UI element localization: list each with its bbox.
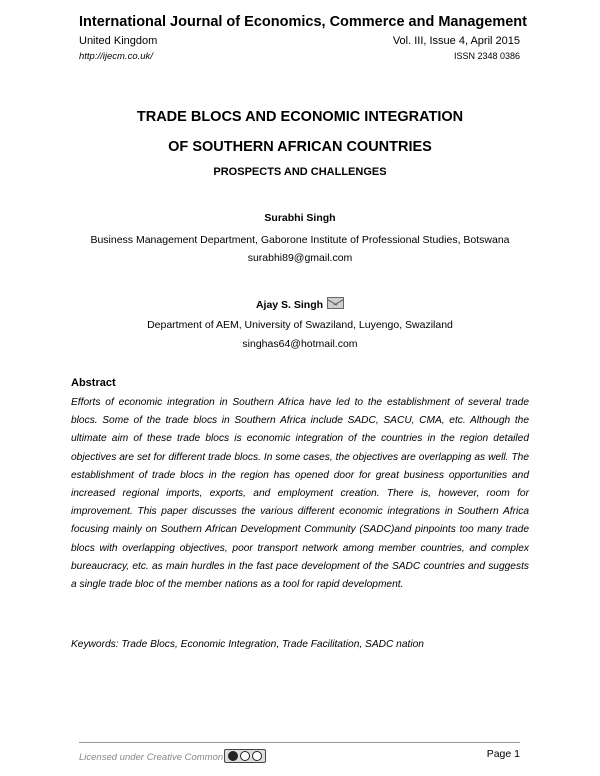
license-note bbox=[79, 749, 266, 763]
paper-title-line-1: TRADE BLOCS AND ECONOMIC INTEGRATION bbox=[136, 109, 464, 125]
keywords: Keywords: Trade Blocs, Economic Integration, Trade Facilitation, SADC nation bbox=[71, 639, 424, 650]
journal-title: International Journal of Economics, Commerce and Management bbox=[79, 14, 527, 30]
author-affiliation: Business Management Department, Gaborone Institute of Professional Studies, Botswana bbox=[90, 234, 510, 246]
journal-url[interactable]: http://ijecm.co.uk/ bbox=[79, 51, 153, 62]
journal-issn: ISSN 2348 0386 bbox=[453, 51, 520, 61]
author-name: Ajay S. Singh bbox=[255, 299, 324, 311]
abstract-heading: Abstract bbox=[71, 377, 116, 389]
author-name: Surabhi Singh bbox=[264, 212, 336, 224]
author-email[interactable]: surabhi89@gmail.com bbox=[247, 252, 353, 264]
author-email[interactable]: singhas64@hotmail.com bbox=[242, 338, 358, 350]
author-affiliation: Department of AEM, University of Swaziland, Luyengo, Swaziland bbox=[147, 319, 453, 331]
license-text: Licensed under Creative Common bbox=[79, 752, 224, 763]
mail-icon[interactable] bbox=[327, 297, 344, 309]
author-block bbox=[0, 297, 600, 311]
abstract-text: Efforts of economic integration in Southern Africa have led to the establishment of several trade blocs. Some of the trade blocs in Southern Africa include SADC, SACU, CMA, etc. Although the ultimate aim of these trade blocs is economic integration of the countries in the region detailed objectives are set for different trade blocs. In some cases, the objectives are overlapping as well. The establishment of trade blocs in the region has opened door for great business opportunities and increased regional imports, exports, and employment creation. There is, however, room for improvement. This paper discusses the various different economic integrations in Southern Africa focusing mainly on Southern African Development Community (SADC)and pinpoints too many trade blocs with overlapping objectives, poor transport network among member countries, and complex bureaucracy, etc. as main hurdles in the fast pace development of the SADC countries and suggests a single trade bloc of the member nations as a tool for rapid development. bbox=[71, 397, 529, 591]
paper-subtitle: PROSPECTS AND CHALLENGES bbox=[213, 166, 387, 178]
paper-title-line-2: OF SOUTHERN AFRICAN COUNTRIES bbox=[168, 139, 432, 155]
cc-by-nc-icon[interactable] bbox=[224, 749, 266, 763]
page-number: Page 1 bbox=[486, 748, 520, 760]
journal-country: United Kingdom bbox=[79, 35, 158, 47]
footer-divider bbox=[79, 742, 520, 743]
journal-volume: Vol. III, Issue 4, April 2015 bbox=[392, 35, 520, 47]
